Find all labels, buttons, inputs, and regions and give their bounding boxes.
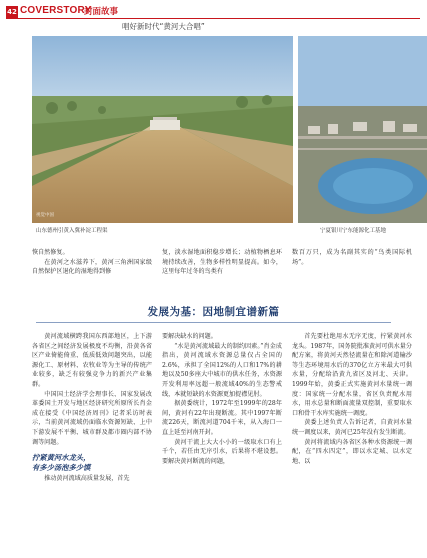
subheading-line: 有多少汤泡多少馍	[32, 463, 91, 473]
brand-title: COVERSTORY	[20, 5, 92, 16]
photo-caption-right: 宁夏银川宁东能源化工基地	[320, 228, 387, 234]
paragraph: 中国国土经济学会理事长、国家发展改革委国土开发与地区经济研究所原所长肖金成在接受《中国经济周刊》记者采访时表示，当前黄河流域仍面临水资源短缺、上中下游发展不平衡、城市群及都市圈内部不协调等问题。	[32, 390, 152, 446]
subheading-line: 拧紧黄河水龙头，	[32, 453, 91, 463]
paragraph: 在黄河之水滋养下，黄河三角洲国家级自然保护区退化的湿地得到修	[32, 258, 152, 276]
top-text-col3	[292, 248, 412, 267]
top-text-col2	[162, 248, 282, 277]
body-col1	[32, 332, 152, 484]
headline-rule	[36, 322, 391, 323]
paragraph: 首先要杜绝用水无序无度，拧紧黄河水龙头。1987年，国务院批准黄河可供水量分配方案，将黄河天然径流量在和除河道输沙等生态环境用水后的370亿立方米最大可供水量，分配给沿黄九省区及河北、天津。1999年始，黄委正式实施黄河水量统一调度：国家统一分配水量，省区负责配水用水，用水总量和断面流量双控制，重要取水口和骨干水库实施统一调度。	[292, 333, 412, 417]
photo-caption-left: 山东德州引黄入冀补淀工程渠	[36, 228, 108, 234]
paragraph: 黄河干流上大大小小的一级取水口有上千个，若任由无序引水，后果将不堪设想。要解决黄河断流的问题，	[162, 438, 282, 465]
section-headline: 发展为基：因地制宜谱新篇	[147, 306, 280, 318]
top-text-col1	[32, 248, 152, 277]
photo-watermark: 视觉中国	[36, 213, 54, 218]
canal-photo	[32, 36, 293, 223]
page-number: 42	[7, 8, 17, 16]
paragraph: 数百万只，成为名副其实的“鸟类国际机场”。	[292, 249, 412, 266]
paragraph: 推动黄河流域高质量发展，首先	[44, 475, 130, 483]
body-col2	[162, 332, 282, 466]
subheading	[32, 453, 152, 473]
paragraph: “水是黄河流域最大的制约因素。”肖金成指出，黄河流域水资源总量仅占全国的2.6%，承担了全国12%的人口和17%的耕地以及50多座大中城市的供水任务，水资源开发利用率远超一般流域40%的生态警戒线，本就短缺的水资源更加捉襟见肘。	[162, 342, 282, 398]
body-col3	[292, 332, 412, 466]
column-title: 唱好新时代“黄河大合唱”	[122, 22, 205, 31]
paragraph: 据黄委统计，1972年至1999年的28年间，黄河有22年出现断流。其中1997年断流226天，断流河道704千米，从入海口一直上延至河南开封。	[162, 400, 282, 436]
industrial-base-photo	[298, 36, 427, 223]
paragraph: 黄委上述负责人告诉记者，自黄河水量统一调度以来，黄河已25年没有发生断流。	[292, 419, 412, 436]
paragraph: 复，淡水湿地面积稳步增长；动植物栖息环境持续改善，生物多样性明显提高。如今，这里每年过冬的鸟类有	[162, 249, 282, 276]
paragraph: 要解决缺水的问题。	[162, 333, 217, 340]
section-title: 封面故事	[84, 7, 119, 17]
header-rule	[6, 18, 420, 19]
paragraph: 恢自然修复。	[32, 249, 69, 256]
paragraph: 黄河流域横跨我国东西部地区，上下游各省区之间经济发展极度不均衡，沿黄各省区产业倚能倚重、低质低效问题突出，以能源化工、原材料、农牧业等为主导的传统产业较多，缺乏有较强竞争力的新兴产业集群。	[32, 333, 152, 388]
paragraph: 黄河将流域内各省区各种水资源统一调配，在“四水四定”，即以水定城、以水定地、以	[292, 438, 412, 465]
